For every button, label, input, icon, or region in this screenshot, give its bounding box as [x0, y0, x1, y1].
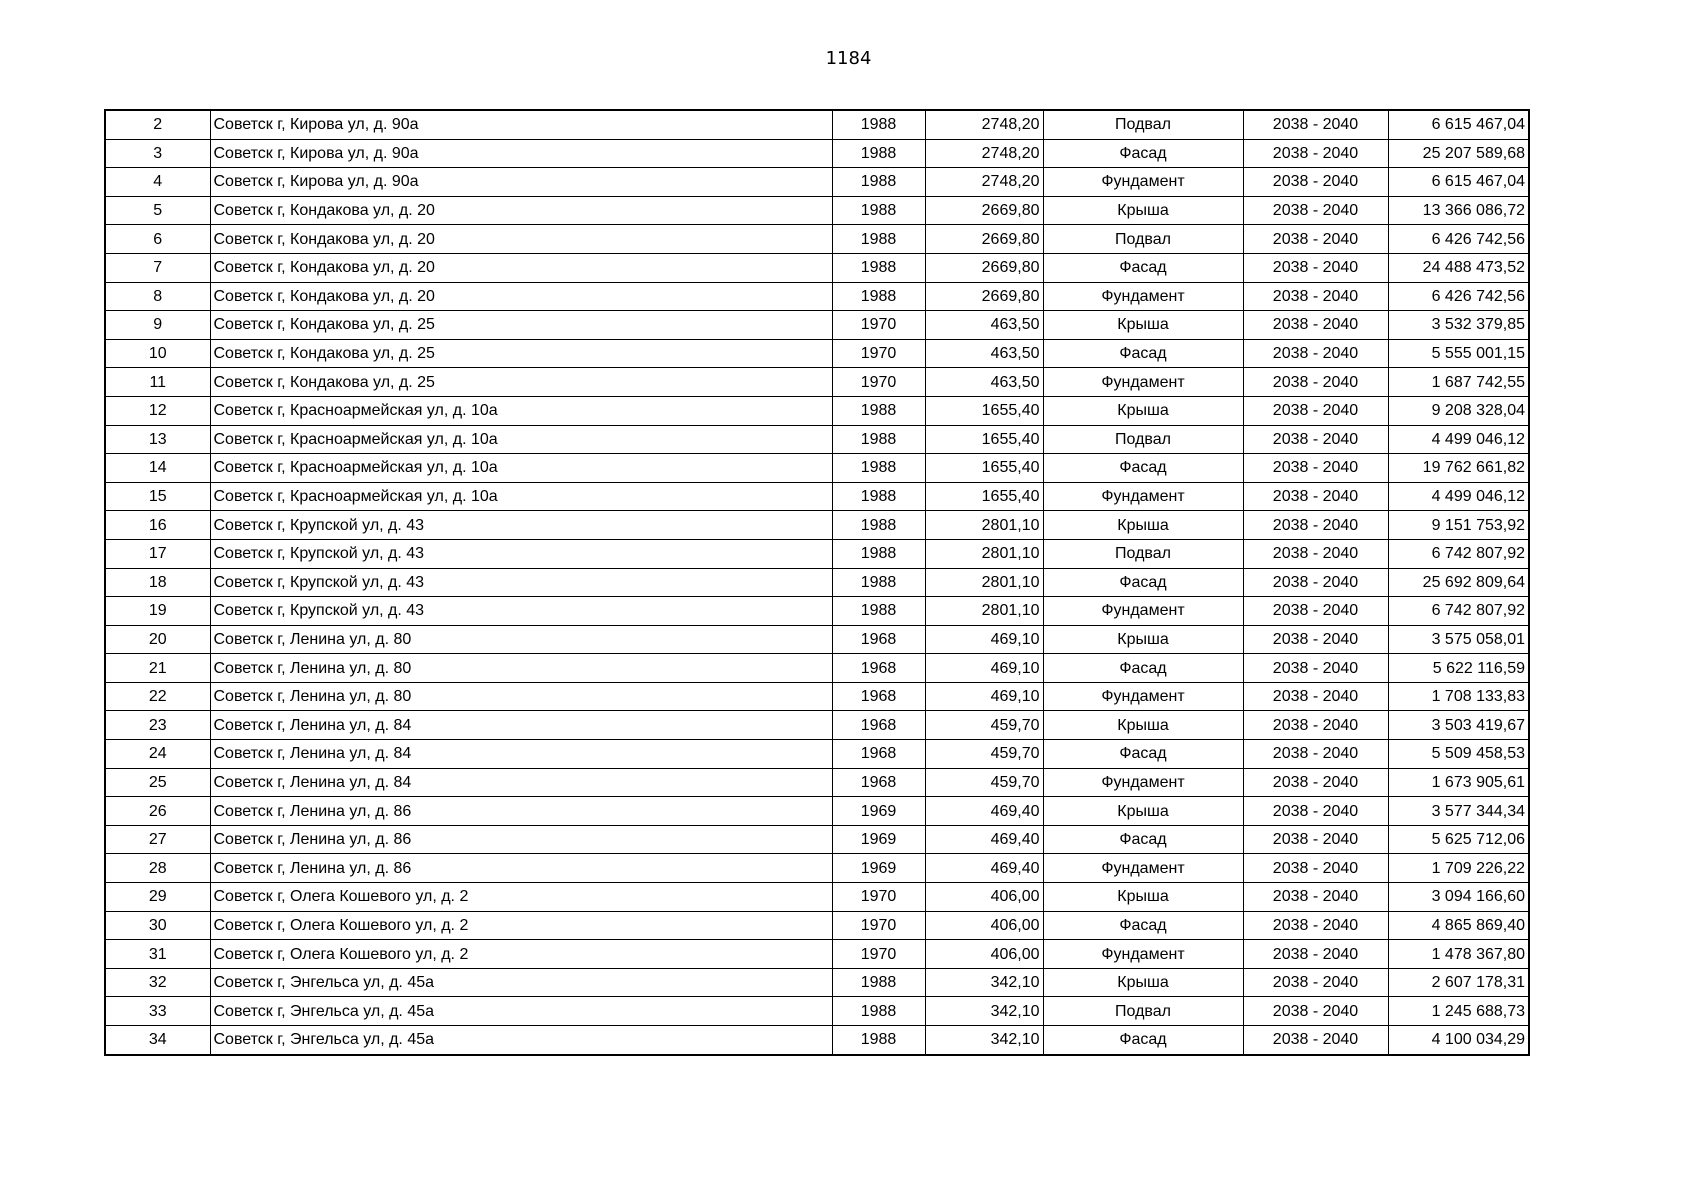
year-built-cell: 1970 [832, 911, 925, 940]
work-type-cell: Фасад [1043, 253, 1243, 282]
area-cell: 469,40 [925, 854, 1043, 883]
cost-cell: 3 094 166,60 [1388, 883, 1529, 912]
address-cell: Советск г, Красноармейская ул, д. 10а [210, 482, 832, 511]
address-cell: Советск г, Кондакова ул, д. 25 [210, 339, 832, 368]
cost-cell: 1 478 367,80 [1388, 940, 1529, 969]
period-cell: 2038 - 2040 [1243, 825, 1388, 854]
area-cell: 2801,10 [925, 539, 1043, 568]
work-type-cell: Фасад [1043, 139, 1243, 168]
address-cell: Советск г, Ленина ул, д. 86 [210, 797, 832, 826]
table-row [105, 225, 1529, 254]
period-cell: 2038 - 2040 [1243, 225, 1388, 254]
table-row [105, 454, 1529, 483]
area-cell: 2748,20 [925, 110, 1043, 139]
address-cell: Советск г, Кондакова ул, д. 20 [210, 196, 832, 225]
work-type-cell: Фасад [1043, 568, 1243, 597]
period-cell: 2038 - 2040 [1243, 511, 1388, 540]
area-cell: 406,00 [925, 940, 1043, 969]
work-type-cell: Крыша [1043, 797, 1243, 826]
period-cell: 2038 - 2040 [1243, 368, 1388, 397]
area-cell: 1655,40 [925, 454, 1043, 483]
cost-cell: 3 577 344,34 [1388, 797, 1529, 826]
year-built-cell: 1988 [832, 511, 925, 540]
address-cell: Советск г, Ленина ул, д. 80 [210, 625, 832, 654]
period-cell: 2038 - 2040 [1243, 911, 1388, 940]
work-type-cell: Фасад [1043, 825, 1243, 854]
address-cell: Советск г, Кондакова ул, д. 20 [210, 225, 832, 254]
table-row [105, 940, 1529, 969]
row-number-cell: 29 [105, 883, 210, 912]
period-cell: 2038 - 2040 [1243, 196, 1388, 225]
area-cell: 1655,40 [925, 396, 1043, 425]
cost-cell: 5 555 001,15 [1388, 339, 1529, 368]
period-cell: 2038 - 2040 [1243, 883, 1388, 912]
area-cell: 2669,80 [925, 225, 1043, 254]
page-number: 1184 [825, 48, 872, 69]
cost-cell: 25 692 809,64 [1388, 568, 1529, 597]
cost-cell: 6 615 467,04 [1388, 168, 1529, 197]
repair-schedule-table [104, 109, 1530, 1056]
period-cell: 2038 - 2040 [1243, 253, 1388, 282]
table-body [105, 110, 1529, 1055]
work-type-cell: Крыша [1043, 968, 1243, 997]
address-cell: Советск г, Кирова ул, д. 90а [210, 139, 832, 168]
area-cell: 406,00 [925, 883, 1043, 912]
table-row [105, 311, 1529, 340]
area-cell: 2801,10 [925, 568, 1043, 597]
address-cell: Советск г, Крупской ул, д. 43 [210, 597, 832, 626]
year-built-cell: 1970 [832, 368, 925, 397]
row-number-cell: 9 [105, 311, 210, 340]
cost-cell: 4 499 046,12 [1388, 482, 1529, 511]
table-row [105, 997, 1529, 1026]
year-built-cell: 1988 [832, 396, 925, 425]
address-cell: Советск г, Кирова ул, д. 90а [210, 168, 832, 197]
row-number-cell: 26 [105, 797, 210, 826]
period-cell: 2038 - 2040 [1243, 768, 1388, 797]
area-cell: 459,70 [925, 740, 1043, 769]
address-cell: Советск г, Крупской ул, д. 43 [210, 511, 832, 540]
table-row [105, 482, 1529, 511]
row-number-cell: 5 [105, 196, 210, 225]
period-cell: 2038 - 2040 [1243, 597, 1388, 626]
period-cell: 2038 - 2040 [1243, 997, 1388, 1026]
work-type-cell: Крыша [1043, 196, 1243, 225]
area-cell: 342,10 [925, 968, 1043, 997]
table-row [105, 196, 1529, 225]
year-built-cell: 1970 [832, 940, 925, 969]
row-number-cell: 15 [105, 482, 210, 511]
table-row [105, 711, 1529, 740]
address-cell: Советск г, Красноармейская ул, д. 10а [210, 396, 832, 425]
row-number-cell: 17 [105, 539, 210, 568]
table-row [105, 368, 1529, 397]
work-type-cell: Фасад [1043, 1026, 1243, 1055]
address-cell: Советск г, Кирова ул, д. 90а [210, 110, 832, 139]
row-number-cell: 8 [105, 282, 210, 311]
area-cell: 459,70 [925, 711, 1043, 740]
cost-cell: 1 673 905,61 [1388, 768, 1529, 797]
period-cell: 2038 - 2040 [1243, 539, 1388, 568]
year-built-cell: 1988 [832, 968, 925, 997]
year-built-cell: 1988 [832, 139, 925, 168]
table-row [105, 253, 1529, 282]
table-row [105, 396, 1529, 425]
year-built-cell: 1988 [832, 539, 925, 568]
year-built-cell: 1988 [832, 168, 925, 197]
address-cell: Советск г, Кондакова ул, д. 25 [210, 368, 832, 397]
table-row [105, 568, 1529, 597]
area-cell: 469,10 [925, 625, 1043, 654]
year-built-cell: 1968 [832, 625, 925, 654]
year-built-cell: 1988 [832, 568, 925, 597]
work-type-cell: Фундамент [1043, 482, 1243, 511]
work-type-cell: Подвал [1043, 225, 1243, 254]
address-cell: Советск г, Олега Кошевого ул, д. 2 [210, 911, 832, 940]
table-row [105, 883, 1529, 912]
area-cell: 2669,80 [925, 282, 1043, 311]
period-cell: 2038 - 2040 [1243, 968, 1388, 997]
cost-cell: 9 151 753,92 [1388, 511, 1529, 540]
year-built-cell: 1968 [832, 654, 925, 683]
address-cell: Советск г, Ленина ул, д. 86 [210, 825, 832, 854]
address-cell: Советск г, Ленина ул, д. 84 [210, 711, 832, 740]
period-cell: 2038 - 2040 [1243, 625, 1388, 654]
period-cell: 2038 - 2040 [1243, 682, 1388, 711]
work-type-cell: Фундамент [1043, 768, 1243, 797]
table-row [105, 825, 1529, 854]
year-built-cell: 1968 [832, 711, 925, 740]
year-built-cell: 1969 [832, 854, 925, 883]
year-built-cell: 1968 [832, 768, 925, 797]
row-number-cell: 10 [105, 339, 210, 368]
period-cell: 2038 - 2040 [1243, 654, 1388, 683]
cost-cell: 9 208 328,04 [1388, 396, 1529, 425]
work-type-cell: Фасад [1043, 654, 1243, 683]
year-built-cell: 1988 [832, 597, 925, 626]
row-number-cell: 34 [105, 1026, 210, 1055]
year-built-cell: 1969 [832, 825, 925, 854]
table-row [105, 339, 1529, 368]
cost-cell: 13 366 086,72 [1388, 196, 1529, 225]
table-row [105, 511, 1529, 540]
cost-cell: 19 762 661,82 [1388, 454, 1529, 483]
period-cell: 2038 - 2040 [1243, 139, 1388, 168]
work-type-cell: Подвал [1043, 110, 1243, 139]
address-cell: Советск г, Энгельса ул, д. 45а [210, 1026, 832, 1055]
address-cell: Советск г, Энгельса ул, д. 45а [210, 997, 832, 1026]
work-type-cell: Крыша [1043, 396, 1243, 425]
area-cell: 2801,10 [925, 511, 1043, 540]
cost-cell: 3 532 379,85 [1388, 311, 1529, 340]
address-cell: Советск г, Олега Кошевого ул, д. 2 [210, 940, 832, 969]
table-row [105, 797, 1529, 826]
area-cell: 463,50 [925, 311, 1043, 340]
period-cell: 2038 - 2040 [1243, 396, 1388, 425]
year-built-cell: 1970 [832, 311, 925, 340]
work-type-cell: Фундамент [1043, 168, 1243, 197]
work-type-cell: Фасад [1043, 740, 1243, 769]
table-row [105, 110, 1529, 139]
address-cell: Советск г, Крупской ул, д. 43 [210, 539, 832, 568]
row-number-cell: 12 [105, 396, 210, 425]
work-type-cell: Фасад [1043, 911, 1243, 940]
work-type-cell: Фундамент [1043, 682, 1243, 711]
address-cell: Советск г, Кондакова ул, д. 20 [210, 253, 832, 282]
year-built-cell: 1988 [832, 225, 925, 254]
row-number-cell: 18 [105, 568, 210, 597]
row-number-cell: 13 [105, 425, 210, 454]
period-cell: 2038 - 2040 [1243, 454, 1388, 483]
work-type-cell: Фундамент [1043, 940, 1243, 969]
period-cell: 2038 - 2040 [1243, 568, 1388, 597]
area-cell: 463,50 [925, 368, 1043, 397]
address-cell: Советск г, Ленина ул, д. 84 [210, 740, 832, 769]
work-type-cell: Фасад [1043, 454, 1243, 483]
row-number-cell: 6 [105, 225, 210, 254]
row-number-cell: 32 [105, 968, 210, 997]
address-cell: Советск г, Кондакова ул, д. 20 [210, 282, 832, 311]
cost-cell: 2 607 178,31 [1388, 968, 1529, 997]
area-cell: 2669,80 [925, 253, 1043, 282]
cost-cell: 4 100 034,29 [1388, 1026, 1529, 1055]
period-cell: 2038 - 2040 [1243, 854, 1388, 883]
address-cell: Советск г, Ленина ул, д. 80 [210, 654, 832, 683]
table-row [105, 654, 1529, 683]
table-row [105, 911, 1529, 940]
period-cell: 2038 - 2040 [1243, 940, 1388, 969]
row-number-cell: 7 [105, 253, 210, 282]
cost-cell: 1 708 133,83 [1388, 682, 1529, 711]
row-number-cell: 28 [105, 854, 210, 883]
work-type-cell: Крыша [1043, 883, 1243, 912]
period-cell: 2038 - 2040 [1243, 797, 1388, 826]
cost-cell: 25 207 589,68 [1388, 139, 1529, 168]
period-cell: 2038 - 2040 [1243, 311, 1388, 340]
year-built-cell: 1988 [832, 997, 925, 1026]
row-number-cell: 19 [105, 597, 210, 626]
period-cell: 2038 - 2040 [1243, 339, 1388, 368]
work-type-cell: Крыша [1043, 311, 1243, 340]
address-cell: Советск г, Ленина ул, д. 84 [210, 768, 832, 797]
area-cell: 406,00 [925, 911, 1043, 940]
row-number-cell: 30 [105, 911, 210, 940]
area-cell: 1655,40 [925, 482, 1043, 511]
area-cell: 342,10 [925, 1026, 1043, 1055]
area-cell: 469,10 [925, 682, 1043, 711]
cost-cell: 6 742 807,92 [1388, 539, 1529, 568]
year-built-cell: 1970 [832, 339, 925, 368]
table-row [105, 1026, 1529, 1055]
work-type-cell: Фундамент [1043, 854, 1243, 883]
area-cell: 2801,10 [925, 597, 1043, 626]
cost-cell: 1 687 742,55 [1388, 368, 1529, 397]
cost-cell: 4 499 046,12 [1388, 425, 1529, 454]
row-number-cell: 33 [105, 997, 210, 1026]
year-built-cell: 1988 [832, 110, 925, 139]
table-row [105, 597, 1529, 626]
area-cell: 2669,80 [925, 196, 1043, 225]
cost-cell: 1 245 688,73 [1388, 997, 1529, 1026]
period-cell: 2038 - 2040 [1243, 1026, 1388, 1055]
row-number-cell: 4 [105, 168, 210, 197]
year-built-cell: 1988 [832, 454, 925, 483]
row-number-cell: 2 [105, 110, 210, 139]
cost-cell: 5 625 712,06 [1388, 825, 1529, 854]
area-cell: 463,50 [925, 339, 1043, 368]
row-number-cell: 21 [105, 654, 210, 683]
work-type-cell: Фундамент [1043, 597, 1243, 626]
address-cell: Советск г, Кондакова ул, д. 25 [210, 311, 832, 340]
area-cell: 2748,20 [925, 139, 1043, 168]
work-type-cell: Подвал [1043, 997, 1243, 1026]
row-number-cell: 11 [105, 368, 210, 397]
table-row [105, 740, 1529, 769]
work-type-cell: Фундамент [1043, 282, 1243, 311]
row-number-cell: 24 [105, 740, 210, 769]
address-cell: Советск г, Ленина ул, д. 86 [210, 854, 832, 883]
cost-cell: 6 742 807,92 [1388, 597, 1529, 626]
cost-cell: 1 709 226,22 [1388, 854, 1529, 883]
cost-cell: 24 488 473,52 [1388, 253, 1529, 282]
cost-cell: 5 622 116,59 [1388, 654, 1529, 683]
table-row [105, 625, 1529, 654]
address-cell: Советск г, Красноармейская ул, д. 10а [210, 425, 832, 454]
table-row [105, 425, 1529, 454]
address-cell: Советск г, Энгельса ул, д. 45а [210, 968, 832, 997]
table-row [105, 968, 1529, 997]
work-type-cell: Крыша [1043, 711, 1243, 740]
address-cell: Советск г, Красноармейская ул, д. 10а [210, 454, 832, 483]
cost-cell: 3 575 058,01 [1388, 625, 1529, 654]
year-built-cell: 1988 [832, 282, 925, 311]
year-built-cell: 1970 [832, 883, 925, 912]
area-cell: 2748,20 [925, 168, 1043, 197]
cost-cell: 6 426 742,56 [1388, 225, 1529, 254]
table-row [105, 854, 1529, 883]
table-row [105, 768, 1529, 797]
row-number-cell: 20 [105, 625, 210, 654]
address-cell: Советск г, Ленина ул, д. 80 [210, 682, 832, 711]
year-built-cell: 1988 [832, 253, 925, 282]
row-number-cell: 14 [105, 454, 210, 483]
row-number-cell: 3 [105, 139, 210, 168]
area-cell: 469,10 [925, 654, 1043, 683]
work-type-cell: Фасад [1043, 339, 1243, 368]
area-cell: 469,40 [925, 797, 1043, 826]
area-cell: 459,70 [925, 768, 1043, 797]
year-built-cell: 1988 [832, 482, 925, 511]
cost-cell: 3 503 419,67 [1388, 711, 1529, 740]
year-built-cell: 1988 [832, 1026, 925, 1055]
period-cell: 2038 - 2040 [1243, 110, 1388, 139]
area-cell: 469,40 [925, 825, 1043, 854]
period-cell: 2038 - 2040 [1243, 482, 1388, 511]
period-cell: 2038 - 2040 [1243, 711, 1388, 740]
period-cell: 2038 - 2040 [1243, 740, 1388, 769]
row-number-cell: 23 [105, 711, 210, 740]
area-cell: 1655,40 [925, 425, 1043, 454]
row-number-cell: 16 [105, 511, 210, 540]
year-built-cell: 1988 [832, 196, 925, 225]
cost-cell: 6 426 742,56 [1388, 282, 1529, 311]
row-number-cell: 22 [105, 682, 210, 711]
work-type-cell: Крыша [1043, 625, 1243, 654]
row-number-cell: 27 [105, 825, 210, 854]
work-type-cell: Подвал [1043, 539, 1243, 568]
area-cell: 342,10 [925, 997, 1043, 1026]
address-cell: Советск г, Олега Кошевого ул, д. 2 [210, 883, 832, 912]
table-row [105, 682, 1529, 711]
year-built-cell: 1969 [832, 797, 925, 826]
table-row [105, 282, 1529, 311]
work-type-cell: Крыша [1043, 511, 1243, 540]
work-type-cell: Подвал [1043, 425, 1243, 454]
year-built-cell: 1968 [832, 740, 925, 769]
period-cell: 2038 - 2040 [1243, 168, 1388, 197]
cost-cell: 6 615 467,04 [1388, 110, 1529, 139]
period-cell: 2038 - 2040 [1243, 282, 1388, 311]
table-row [105, 168, 1529, 197]
period-cell: 2038 - 2040 [1243, 425, 1388, 454]
table-row [105, 139, 1529, 168]
row-number-cell: 25 [105, 768, 210, 797]
address-cell: Советск г, Крупской ул, д. 43 [210, 568, 832, 597]
cost-cell: 5 509 458,53 [1388, 740, 1529, 769]
year-built-cell: 1988 [832, 425, 925, 454]
cost-cell: 4 865 869,40 [1388, 911, 1529, 940]
row-number-cell: 31 [105, 940, 210, 969]
year-built-cell: 1968 [832, 682, 925, 711]
table-row [105, 539, 1529, 568]
work-type-cell: Фундамент [1043, 368, 1243, 397]
